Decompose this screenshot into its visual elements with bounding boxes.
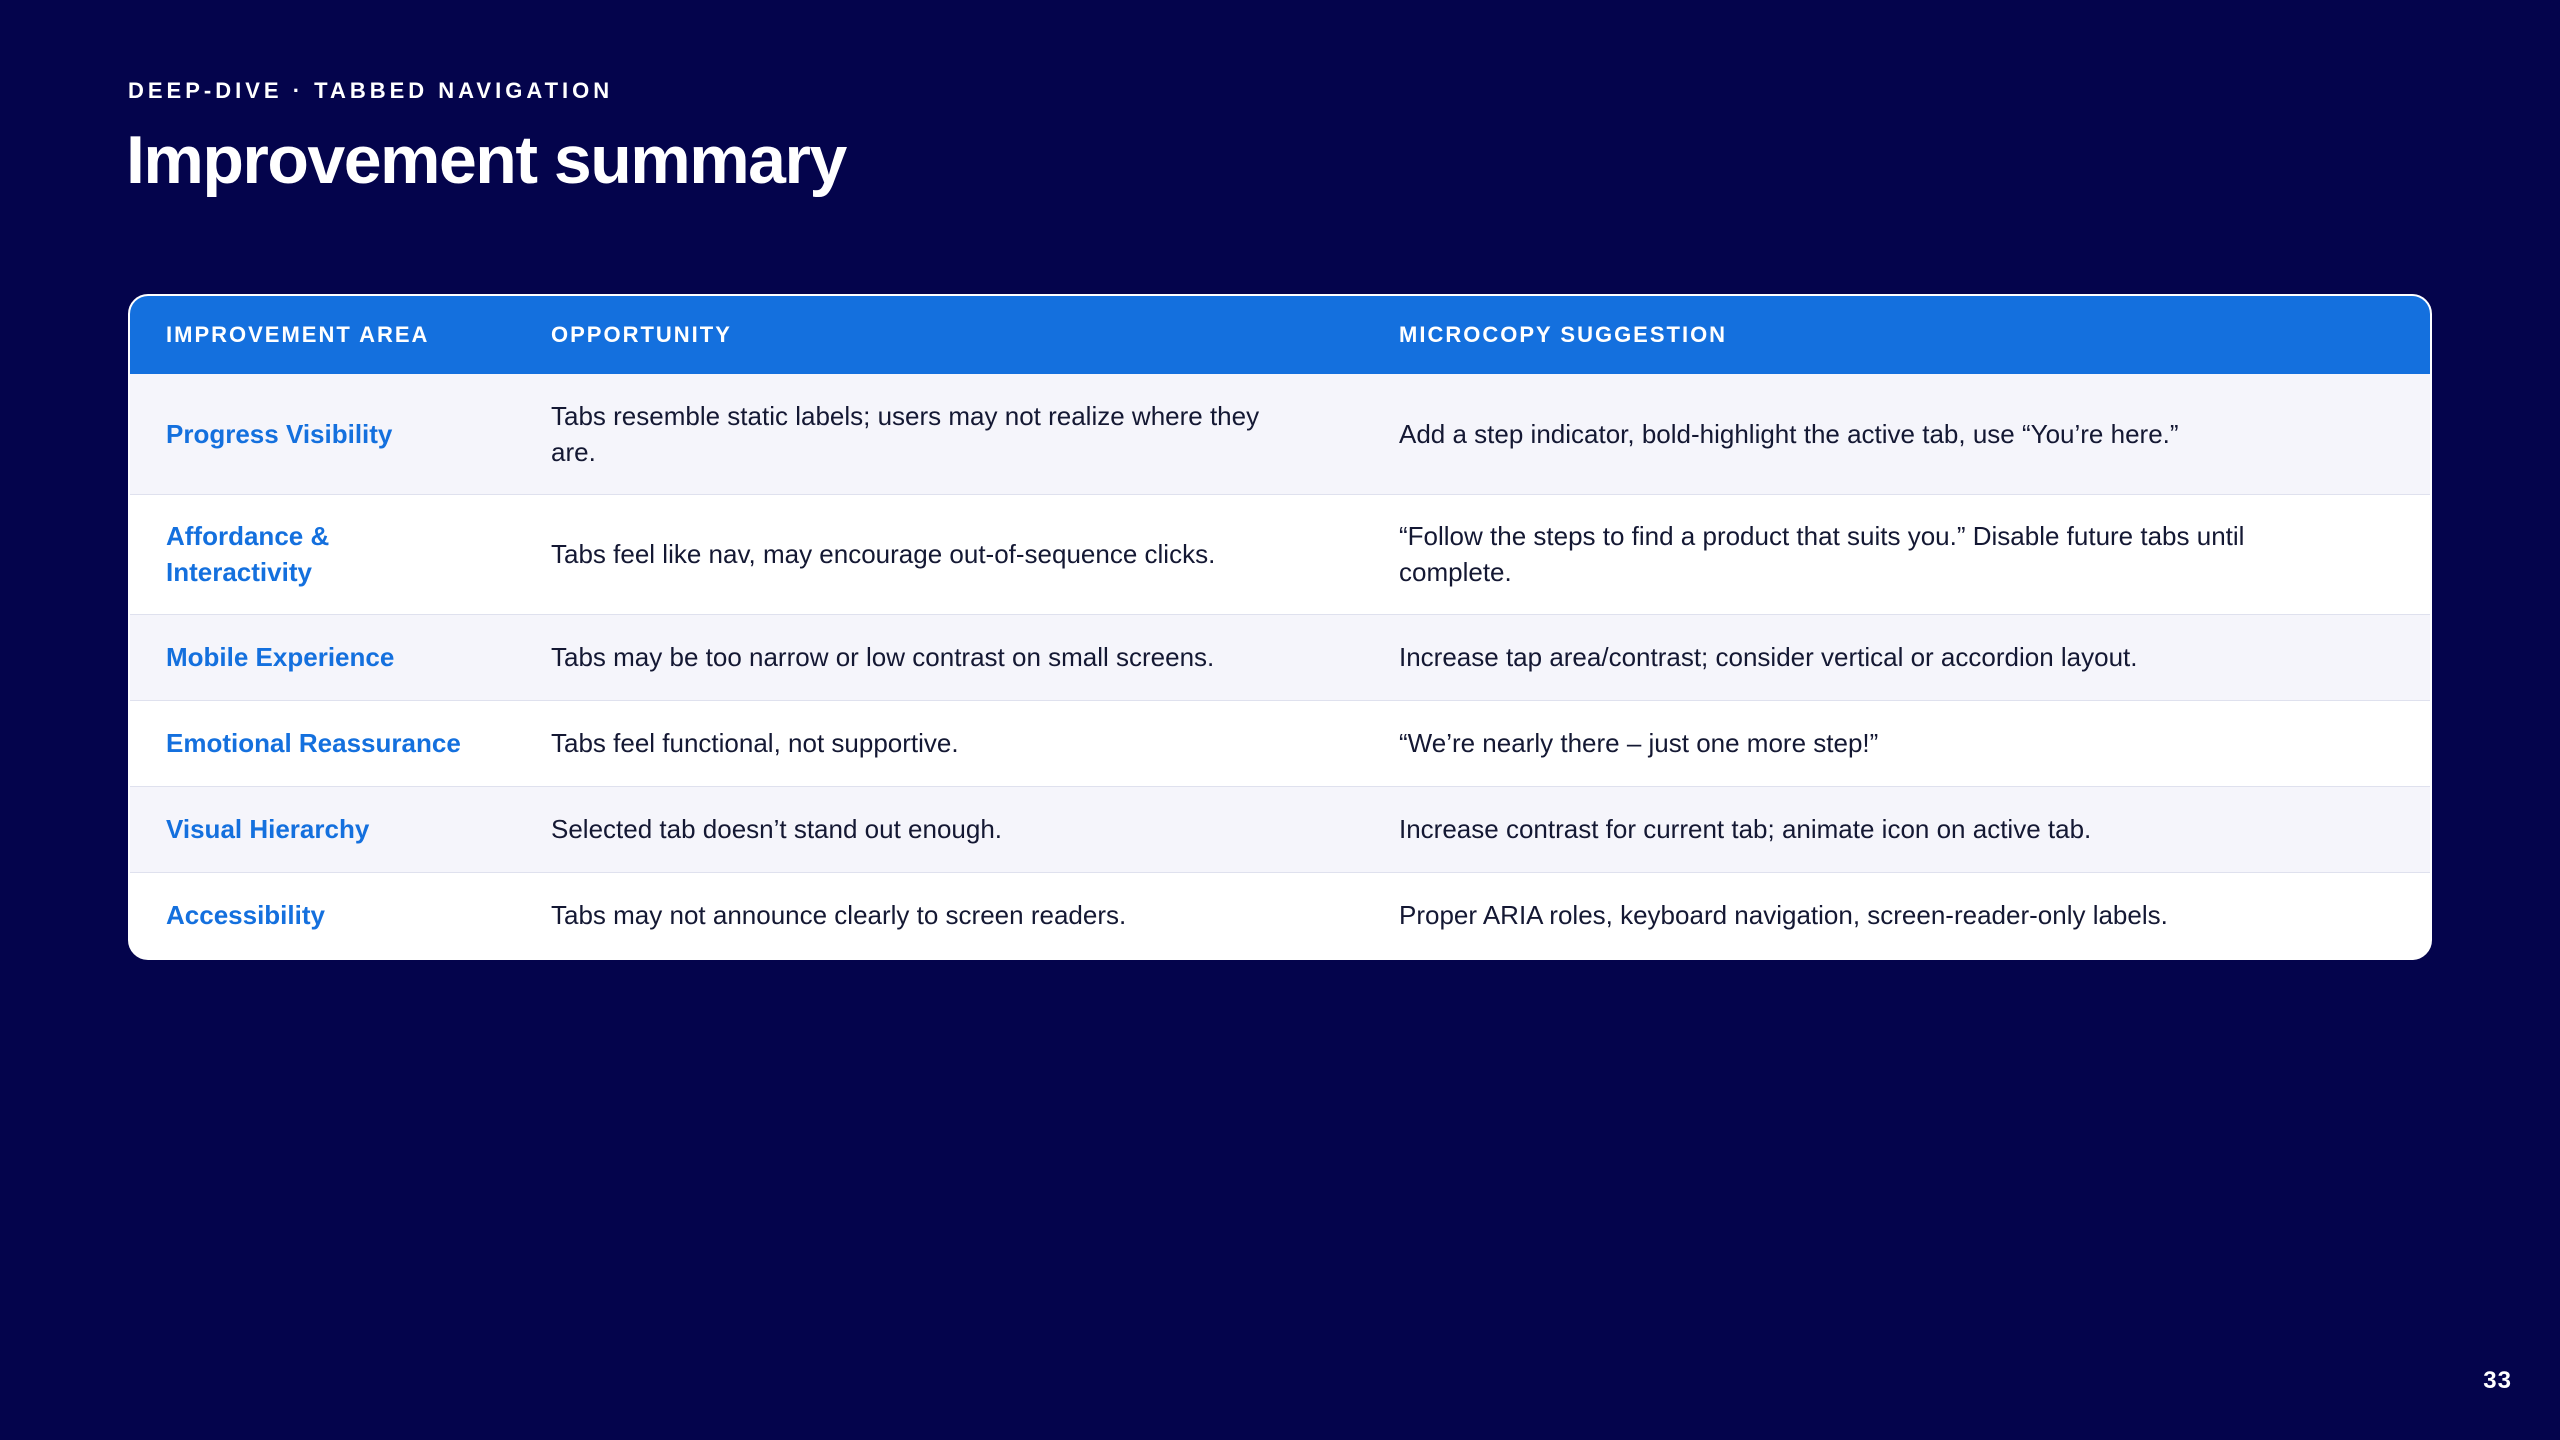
improvement-area-cell: Visual Hierarchy xyxy=(166,814,370,844)
opportunity-cell: Tabs may not announce clearly to screen readers. xyxy=(551,900,1127,931)
page-number: 33 xyxy=(2483,1367,2512,1394)
column-header-improvement-area: IMPROVEMENT AREA xyxy=(166,322,430,347)
opportunity-cell: Selected tab doesn’t stand out enough. xyxy=(551,814,1003,844)
opportunity-cell: Tabs resemble static labels; users may not realize where they are. xyxy=(551,400,1260,467)
microcopy-cell: Add a step indicator, bold-highlight the active tab, use “You’re here.” xyxy=(1399,418,2179,449)
microcopy-cell: Increase tap area/contrast; consider vertical or accordion layout. xyxy=(1399,642,2138,672)
opportunity-cell: Tabs feel like nav, may encourage out-of-sequence clicks. xyxy=(551,539,1216,569)
column-header-opportunity: OPPORTUNITY xyxy=(551,322,732,347)
microcopy-cell: Increase contrast for current tab; animate icon on active tab. xyxy=(1399,814,2092,844)
column-header-microcopy-suggestion: MICROCOPY SUGGESTION xyxy=(1399,322,1728,347)
opportunity-cell: Tabs may be too narrow or low contrast on small screens. xyxy=(551,642,1215,672)
improvement-area-cell: Affordance & Interactivity xyxy=(166,521,330,587)
improvement-table-card xyxy=(128,294,2432,960)
section-eyebrow: DEEP-DIVE · TABBED NAVIGATION xyxy=(128,78,614,103)
page-title: Improvement summary xyxy=(126,122,846,198)
improvement-area-cell: Emotional Reassurance xyxy=(166,728,461,758)
microcopy-cell: “We’re nearly there – just one more step!” xyxy=(1399,728,1879,758)
table-row xyxy=(130,872,2430,958)
improvement-table xyxy=(130,296,2430,958)
table-row xyxy=(130,614,2430,700)
table-row xyxy=(130,374,2430,494)
table-header xyxy=(130,296,2430,374)
table-row xyxy=(130,494,2430,614)
table-row xyxy=(130,700,2430,786)
improvement-area-cell: Accessibility xyxy=(166,900,325,931)
table-header-row xyxy=(130,296,2430,374)
table-body xyxy=(130,374,2430,958)
improvement-area-cell: Progress Visibility xyxy=(166,418,393,449)
opportunity-cell: Tabs feel functional, not supportive. xyxy=(551,728,959,758)
microcopy-cell: “Follow the steps to find a product that suits you.” Disable future tabs until complete. xyxy=(1399,521,2245,587)
microcopy-cell: Proper ARIA roles, keyboard navigation, screen-reader-only labels. xyxy=(1399,900,2168,931)
table-row xyxy=(130,786,2430,872)
improvement-area-cell: Mobile Experience xyxy=(166,642,395,672)
